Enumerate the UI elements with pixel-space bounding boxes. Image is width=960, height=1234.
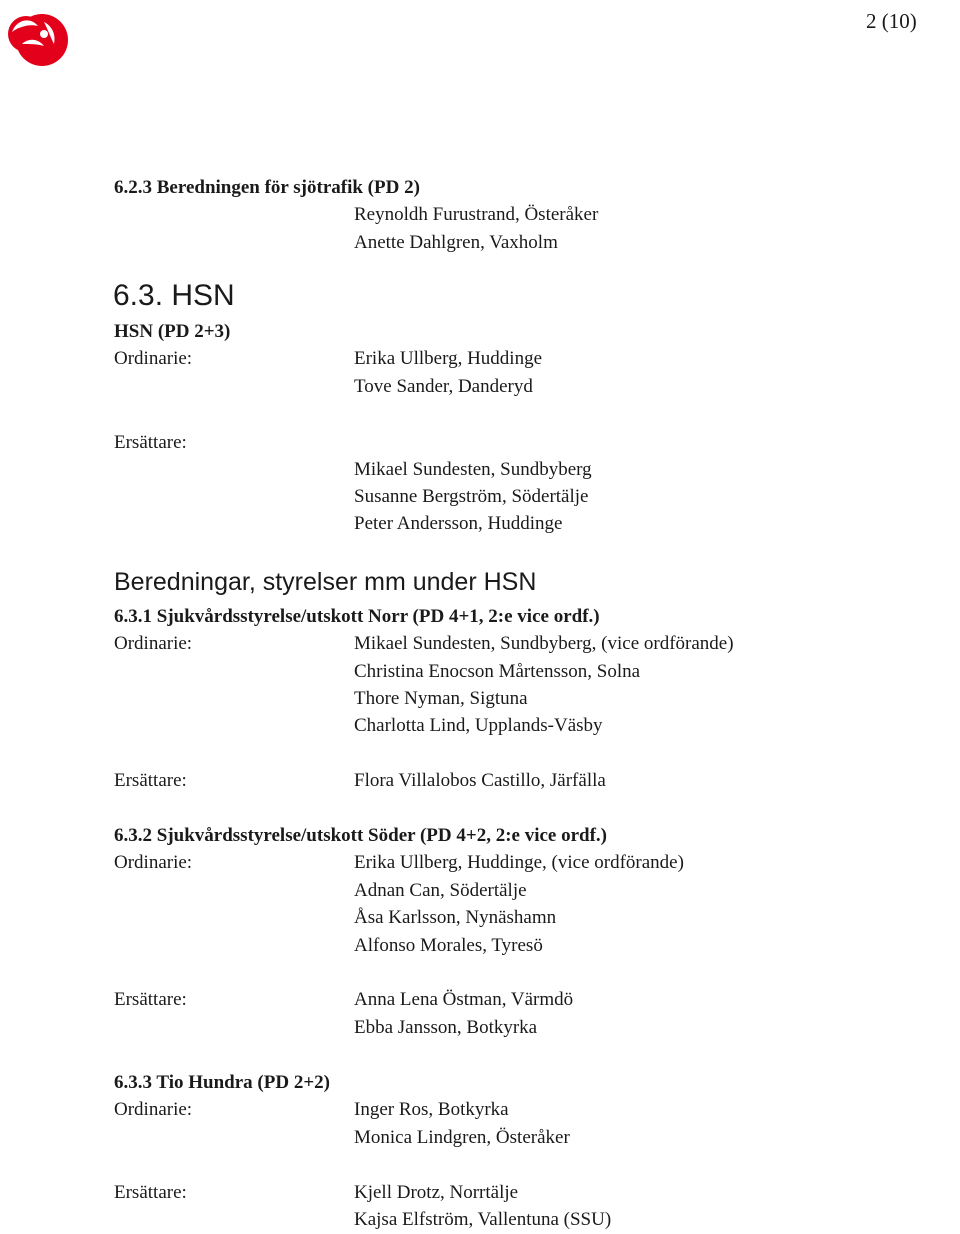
section-heading-6-3-1: 6.3.1 Sjukvårdsstyrelse/utskott Norr (PD 4+1, 2:e vice ordf.)	[114, 606, 600, 627]
section-heading-6-3: 6.3. HSN	[113, 279, 235, 312]
member-line: Erika Ullberg, Huddinge	[354, 348, 543, 369]
member-line: Åsa Karlsson, Nynäshamn	[354, 907, 557, 928]
member-line: Kjell Drotz, Norrtälje	[354, 1182, 519, 1203]
ersattare-label: Ersättare:	[114, 770, 187, 791]
member-line: Charlotta Lind, Upplands-Väsby	[354, 715, 603, 736]
member-line: Flora Villalobos Castillo, Järfälla	[354, 770, 606, 791]
member-line: Anette Dahlgren, Vaxholm	[354, 232, 558, 253]
rose-logo-icon	[4, 4, 72, 72]
section-heading-6-3-2: 6.3.2 Sjukvårdsstyrelse/utskott Söder (PD 4+2, 2:e vice ordf.)	[114, 825, 608, 846]
member-line: Peter Andersson, Huddinge	[354, 513, 563, 534]
ordinarie-label: Ordinarie:	[114, 633, 193, 654]
ersattare-label: Ersättare:	[114, 989, 187, 1010]
member-line: Monica Lindgren, Österåker	[354, 1127, 570, 1148]
member-line: Mikael Sundesten, Sundbyberg	[354, 459, 592, 480]
page-number: 2 (10)	[866, 9, 917, 33]
beredningar-heading: Beredningar, styrelser mm under HSN	[114, 568, 537, 596]
member-line: Anna Lena Östman, Värmdö	[354, 989, 574, 1010]
section-heading-6-3-3: 6.3.3 Tio Hundra (PD 2+2)	[114, 1072, 330, 1093]
member-line: Kajsa Elfström, Vallentuna (SSU)	[354, 1209, 612, 1230]
ordinarie-label: Ordinarie:	[114, 1099, 193, 1120]
member-line: Alfonso Morales, Tyresö	[354, 935, 543, 956]
section-heading-6-2-3: 6.2.3 Beredningen för sjötrafik (PD 2)	[114, 177, 420, 198]
member-line: Susanne Bergström, Södertälje	[354, 486, 589, 507]
member-line: Reynoldh Furustrand, Österåker	[354, 204, 599, 225]
ersattare-label: Ersättare:	[114, 1182, 187, 1203]
member-line: Thore Nyman, Sigtuna	[354, 688, 528, 709]
member-line: Inger Ros, Botkyrka	[354, 1099, 509, 1120]
ordinarie-label: Ordinarie:	[114, 852, 193, 873]
member-line: Adnan Can, Södertälje	[354, 880, 527, 901]
member-line: Ebba Jansson, Botkyrka	[354, 1017, 538, 1038]
ordinarie-label: Ordinarie:	[114, 348, 193, 369]
ersattare-label: Ersättare:	[114, 432, 187, 453]
member-line: Christina Enocson Mårtensson, Solna	[354, 661, 641, 682]
member-line: Erika Ullberg, Huddinge, (vice ordförande)	[354, 852, 684, 873]
member-line: Tove Sander, Danderyd	[354, 376, 533, 397]
member-line: Mikael Sundesten, Sundbyberg, (vice ordförande)	[354, 633, 734, 654]
subheading-hsn: HSN (PD 2+3)	[114, 321, 231, 342]
